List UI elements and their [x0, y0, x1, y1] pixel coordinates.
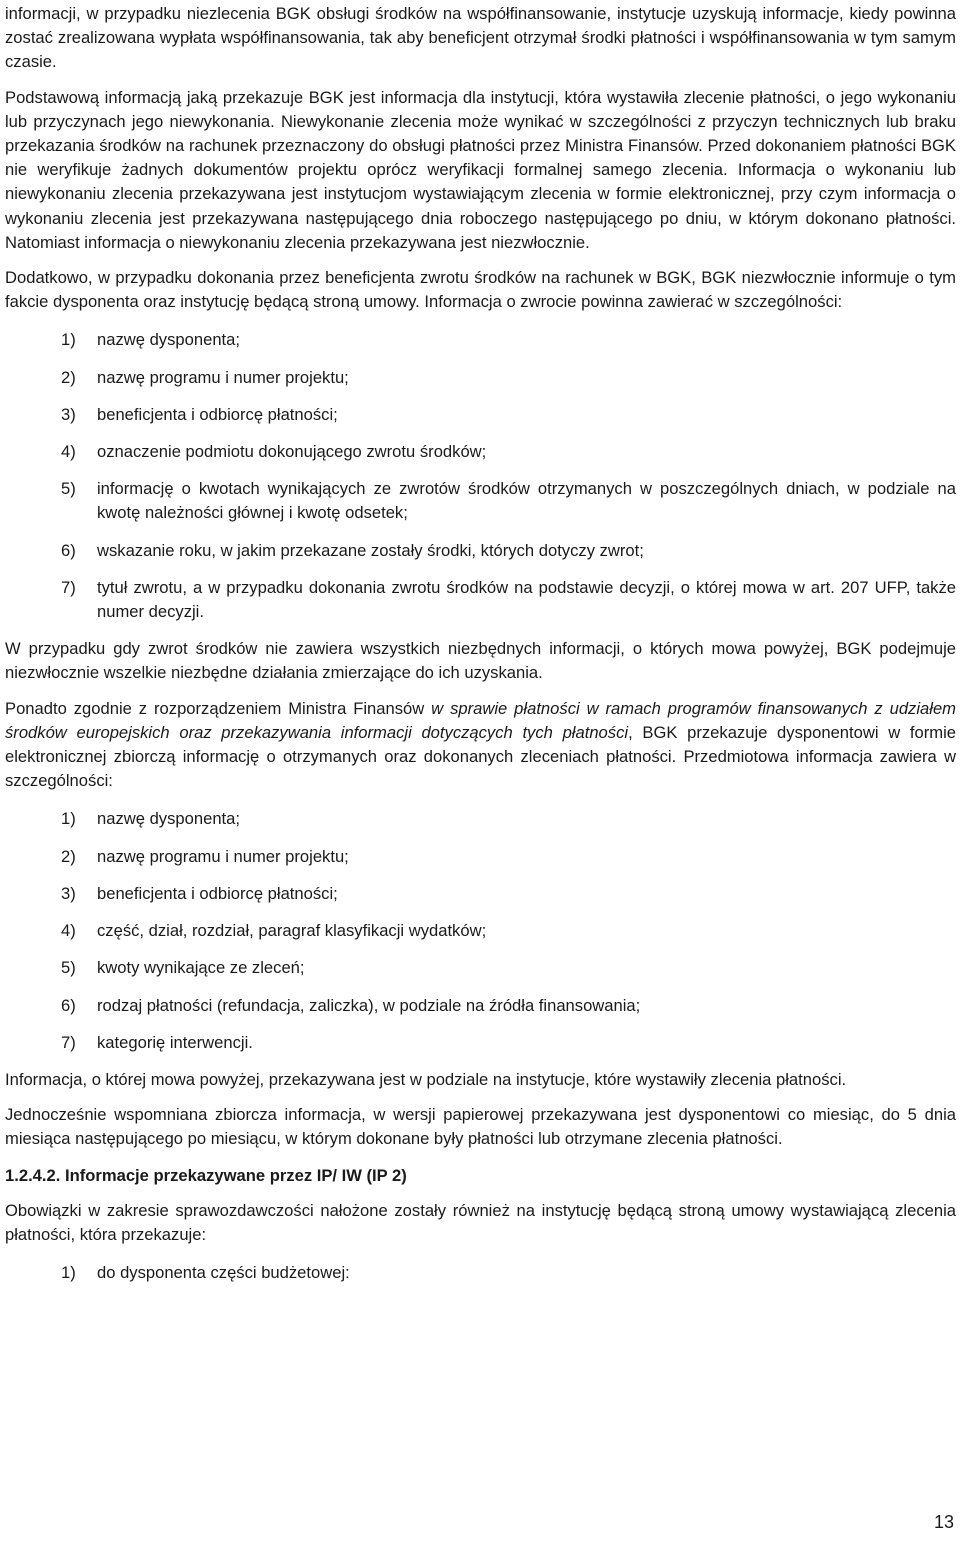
summary-info-list [5, 807, 956, 1054]
list-item: 7) kategorię interwencji. [61, 1032, 253, 1052]
paragraph-incomplete-refund: W przypadku gdy zwrot środków nie zawiera wszystkich niezbędnych informacji, o których mowa powyżej, BGK podejmuje niezwłocznie wszelkie niezbędne działania zmierzające do ich uzyskania. [5, 639, 956, 683]
list-item: 7) tytuł zwrotu, a w przypadku dokonania zwrotu środków na podstawie decyzji, o której mowa w art. 207 UFP, także numer decyzji. [61, 577, 956, 622]
list-item: 5) kwoty wynikające ze zleceń; [61, 958, 305, 978]
regulation-title: w sprawie płatności w ramach programów finansowanych z udziałem środków europejskich oraz przekazywania informacji dotyczących tych płatności [5, 698, 956, 742]
document-page [5, 2, 956, 1298]
list-item: 4) część, dział, rozdział, paragraf klasyfikacji wydatków; [61, 921, 487, 941]
paragraph-refund-information: Dodatkowo, w przypadku dokonania przez beneficjenta zwrotu środków na rachunek w BGK, BGK niezwłocznie informuje o tym fakcie dysponenta oraz instytucję będącą stroną umowy. Informacja o zwrocie powinna zawierać w szczególności: [5, 268, 956, 312]
paragraph-intro-continued: informacji, w przypadku niezlecenia BGK obsługi środków na współfinansowanie, instytucje uzyskują informacje, kiedy powinna zostać zrealizowana wypłata współfinansowania, tak aby beneficjent otrzymał środki płatności i współfinansowania w tym samym czasie. [5, 4, 956, 72]
list-item: 6) rodzaj płatności (refundacja, zaliczka), w podziale na źródła finansowania; [61, 995, 641, 1015]
paragraph-paper-version: Jednocześnie wspomniana zbiorcza informacja, w wersji papierowej przekazywana jest dysponentowi co miesiąc, do 5 dnia miesiąca następującego po miesiącu, w którym dokonane były płatności lub otrzymane zlecenia płatności. [5, 1105, 956, 1149]
section-heading: 1.2.4.2. Informacje przekazywane przez IP/ IW (IP 2) [5, 1165, 407, 1185]
page-number: 13 [933, 1512, 954, 1532]
reporting-list [5, 1261, 956, 1285]
refund-info-list [5, 328, 956, 624]
paragraph-basic-information: Podstawową informacją jaką przekazuje BGK jest informacja dla instytucji, która wystawiła zlecenie płatności, o jego wykonaniu lub przyczynach jego niewykonania. Niewykonanie zlecenia może wynikać w szczególności z przyczyn technicznych lub braku przekazania środków na rachunek przeznaczony do obsługi płatności przez Ministra Finansów. Przed dokonaniem płatności BGK nie weryfikuje żadnych dokumentów projektu oprócz weryfikacji formalnej samego zlecenia. Informacja o wykonaniu lub niewykonaniu zlecenia przekazywana jest instytucjom wystawiającym zlecenia w formie elektronicznej, przy czym informacja o wykonaniu zlecenia jest przekazywana następującego dnia roboczego następującego po dniu, w którym dokonano płatności. Natomiast informacja o niewykonaniu zlecenia przekazywana jest niezwłocznie. [5, 87, 956, 252]
paragraph-regulation: Ponadto zgodnie z rozporządzeniem Ministra Finansów w sprawie płatności w ramach programów finansowanych z udziałem środków europejskich oraz przekazywania informacji dotyczących tych płatności, BGK przekazuje dysponentowi w formie elektronicznej zbiorczą informację o otrzymanych oraz dokonanych zleceniach płatności. Przedmiotowa informacja zawiera w szczególności: [5, 698, 957, 791]
list-item: 6) wskazanie roku, w jakim przekazane zostały środki, których dotyczy zwrot; [61, 540, 644, 560]
list-item: 1) do dysponenta części budżetowej: [61, 1263, 350, 1283]
list-item: 3) beneficjenta i odbiorcę płatności; [61, 404, 338, 424]
paragraph-reporting-duties: Obowiązki w zakresie sprawozdawczości nałożone zostały również na instytucję będącą stroną umowy wystawiającą zlecenia płatności, która przekazuje: [5, 1200, 956, 1244]
list-item: 2) nazwę programu i numer projektu; [61, 846, 349, 866]
list-item: 3) beneficjenta i odbiorcę płatności; [61, 883, 338, 903]
list-item: 5) informację o kwotach wynikających ze zwrotów środków otrzymanych w poszczególnych dniach, w podziale na kwotę należności głównej i kwotę odsetek; [61, 479, 956, 523]
paragraph-split-by-institution: Informacja, o której mowa powyżej, przekazywana jest w podziale na instytucje, które wystawiły zlecenia płatności. [5, 1069, 847, 1089]
list-item: 4) oznaczenie podmiotu dokonującego zwrotu środków; [61, 442, 487, 462]
list-item: 1) nazwę dysponenta; [61, 330, 240, 350]
list-item: 1) nazwę dysponenta; [61, 809, 240, 829]
list-item: 2) nazwę programu i numer projektu; [61, 367, 349, 387]
